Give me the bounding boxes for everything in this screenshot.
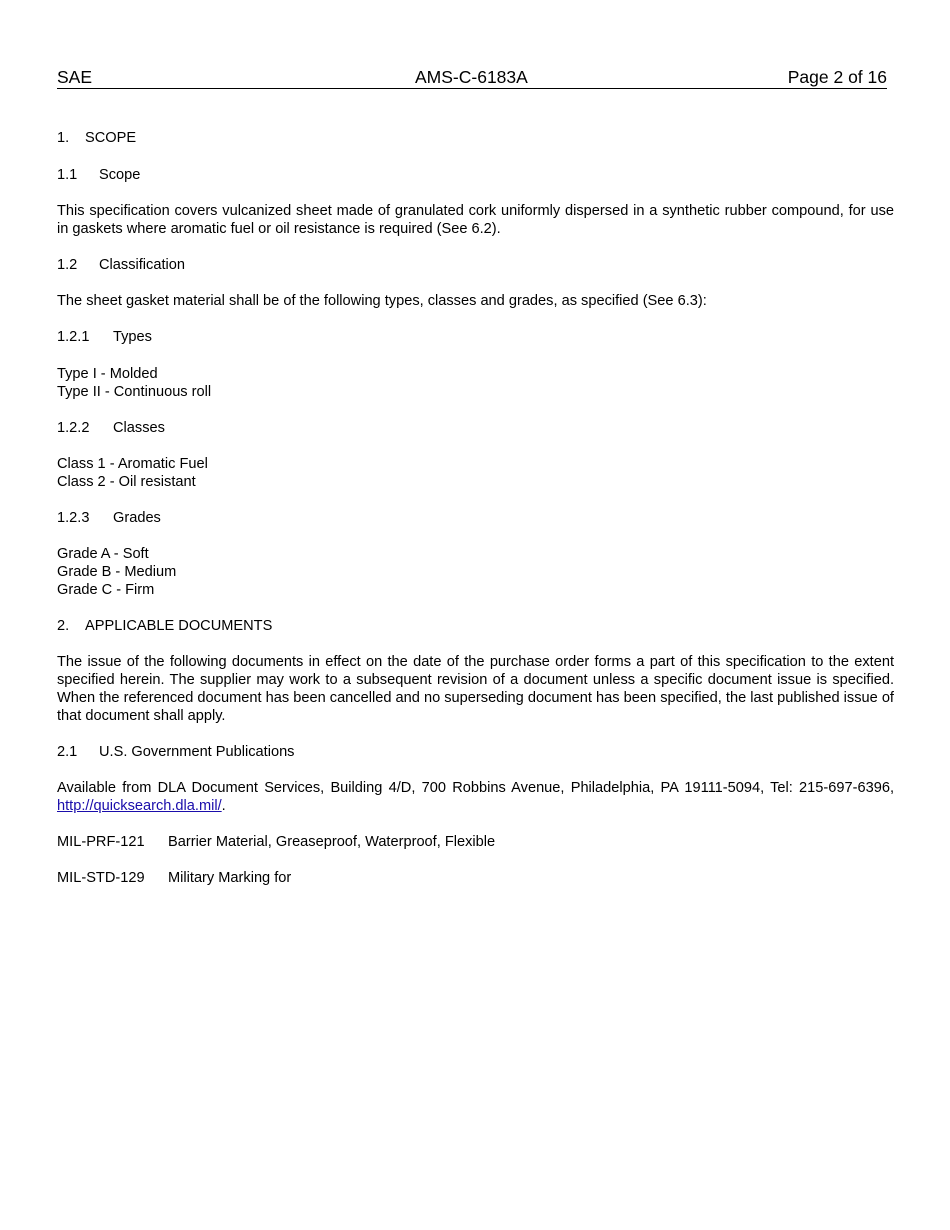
section-title: Types <box>113 329 152 345</box>
section-number: 1.1 <box>57 167 78 183</box>
reference-entry <box>57 833 894 851</box>
section-title: U.S. Government Publications <box>99 744 295 760</box>
list-item: Class 1 - Aromatic Fuel <box>57 456 208 472</box>
section-2-heading <box>57 617 894 635</box>
list-item: Type II - Continuous roll <box>57 384 212 400</box>
section-1-2-2-heading <box>57 419 894 437</box>
section-title: Classification <box>99 257 185 273</box>
section-title: Grades <box>113 510 161 526</box>
section-title: SCOPE <box>85 130 137 146</box>
section-1-1-heading <box>57 166 894 184</box>
section-2-1-heading <box>57 743 894 761</box>
section-number: 2. <box>57 618 70 634</box>
section-title: APPLICABLE DOCUMENTS <box>85 618 273 634</box>
link-suffix: . <box>221 798 226 814</box>
reference-title: Military Marking for <box>168 870 292 886</box>
availability-paragraph <box>57 779 894 815</box>
types-list <box>57 365 894 401</box>
scope-paragraph: This specification covers vulcanized sheet made of granulated cork uniformly dispersed in a synthetic rubber compound, for use in gaskets where aromatic fuel or oil resistance is required (See 6.2). <box>57 203 894 237</box>
header-page-number: Page 2 of 16 <box>787 67 887 87</box>
section-1-2-3-heading <box>57 509 894 527</box>
availability-text: Available from DLA Document Services, Building 4/D, 700 Robbins Avenue, Philadelphia, PA 19111-5094, Tel: 215-697-6396, <box>57 780 894 796</box>
grades-list <box>57 545 894 599</box>
page-header <box>57 67 887 89</box>
reference-title: Barrier Material, Greaseproof, Waterproof, Flexible <box>168 834 496 850</box>
section-number: 2.1 <box>57 744 78 760</box>
list-item: Class 2 - Oil resistant <box>57 474 196 490</box>
classification-paragraph: The sheet gasket material shall be of the following types, classes and grades, as specified (See 6.3): <box>57 293 707 309</box>
section-title: Classes <box>113 420 165 436</box>
section-1-heading <box>57 129 894 147</box>
reference-code: MIL-PRF-121 <box>57 834 145 850</box>
list-item: Grade B - Medium <box>57 564 177 580</box>
list-item: Grade C - Firm <box>57 582 155 598</box>
section-title: Scope <box>99 167 141 183</box>
quicksearch-link[interactable]: http://quicksearch.dla.mil/ <box>57 798 222 814</box>
classes-list <box>57 455 894 491</box>
section-number: 1.2.2 <box>57 420 90 436</box>
section-number: 1.2.3 <box>57 510 90 526</box>
section-1-2-heading <box>57 256 894 274</box>
applicable-documents-paragraph: The issue of the following documents in effect on the date of the purchase order forms a part of this specification to the extent specified herein. The supplier may work to a subsequent revision of a document unless a specific document issue is specified. When the referenced document has been cancelled and no superseding document has been specified, the last published issue of that document shall apply. <box>57 654 894 724</box>
section-1-2-1-heading <box>57 328 894 346</box>
reference-code: MIL-STD-129 <box>57 870 145 886</box>
list-item: Grade A - Soft <box>57 546 149 562</box>
reference-entry <box>57 869 894 887</box>
header-document-number: AMS-C-6183A <box>415 67 528 87</box>
header-organization: SAE <box>57 67 93 87</box>
list-item: Type I - Molded <box>57 366 158 382</box>
section-number: 1. <box>57 130 70 146</box>
section-number: 1.2 <box>57 257 78 273</box>
section-number: 1.2.1 <box>57 329 90 345</box>
